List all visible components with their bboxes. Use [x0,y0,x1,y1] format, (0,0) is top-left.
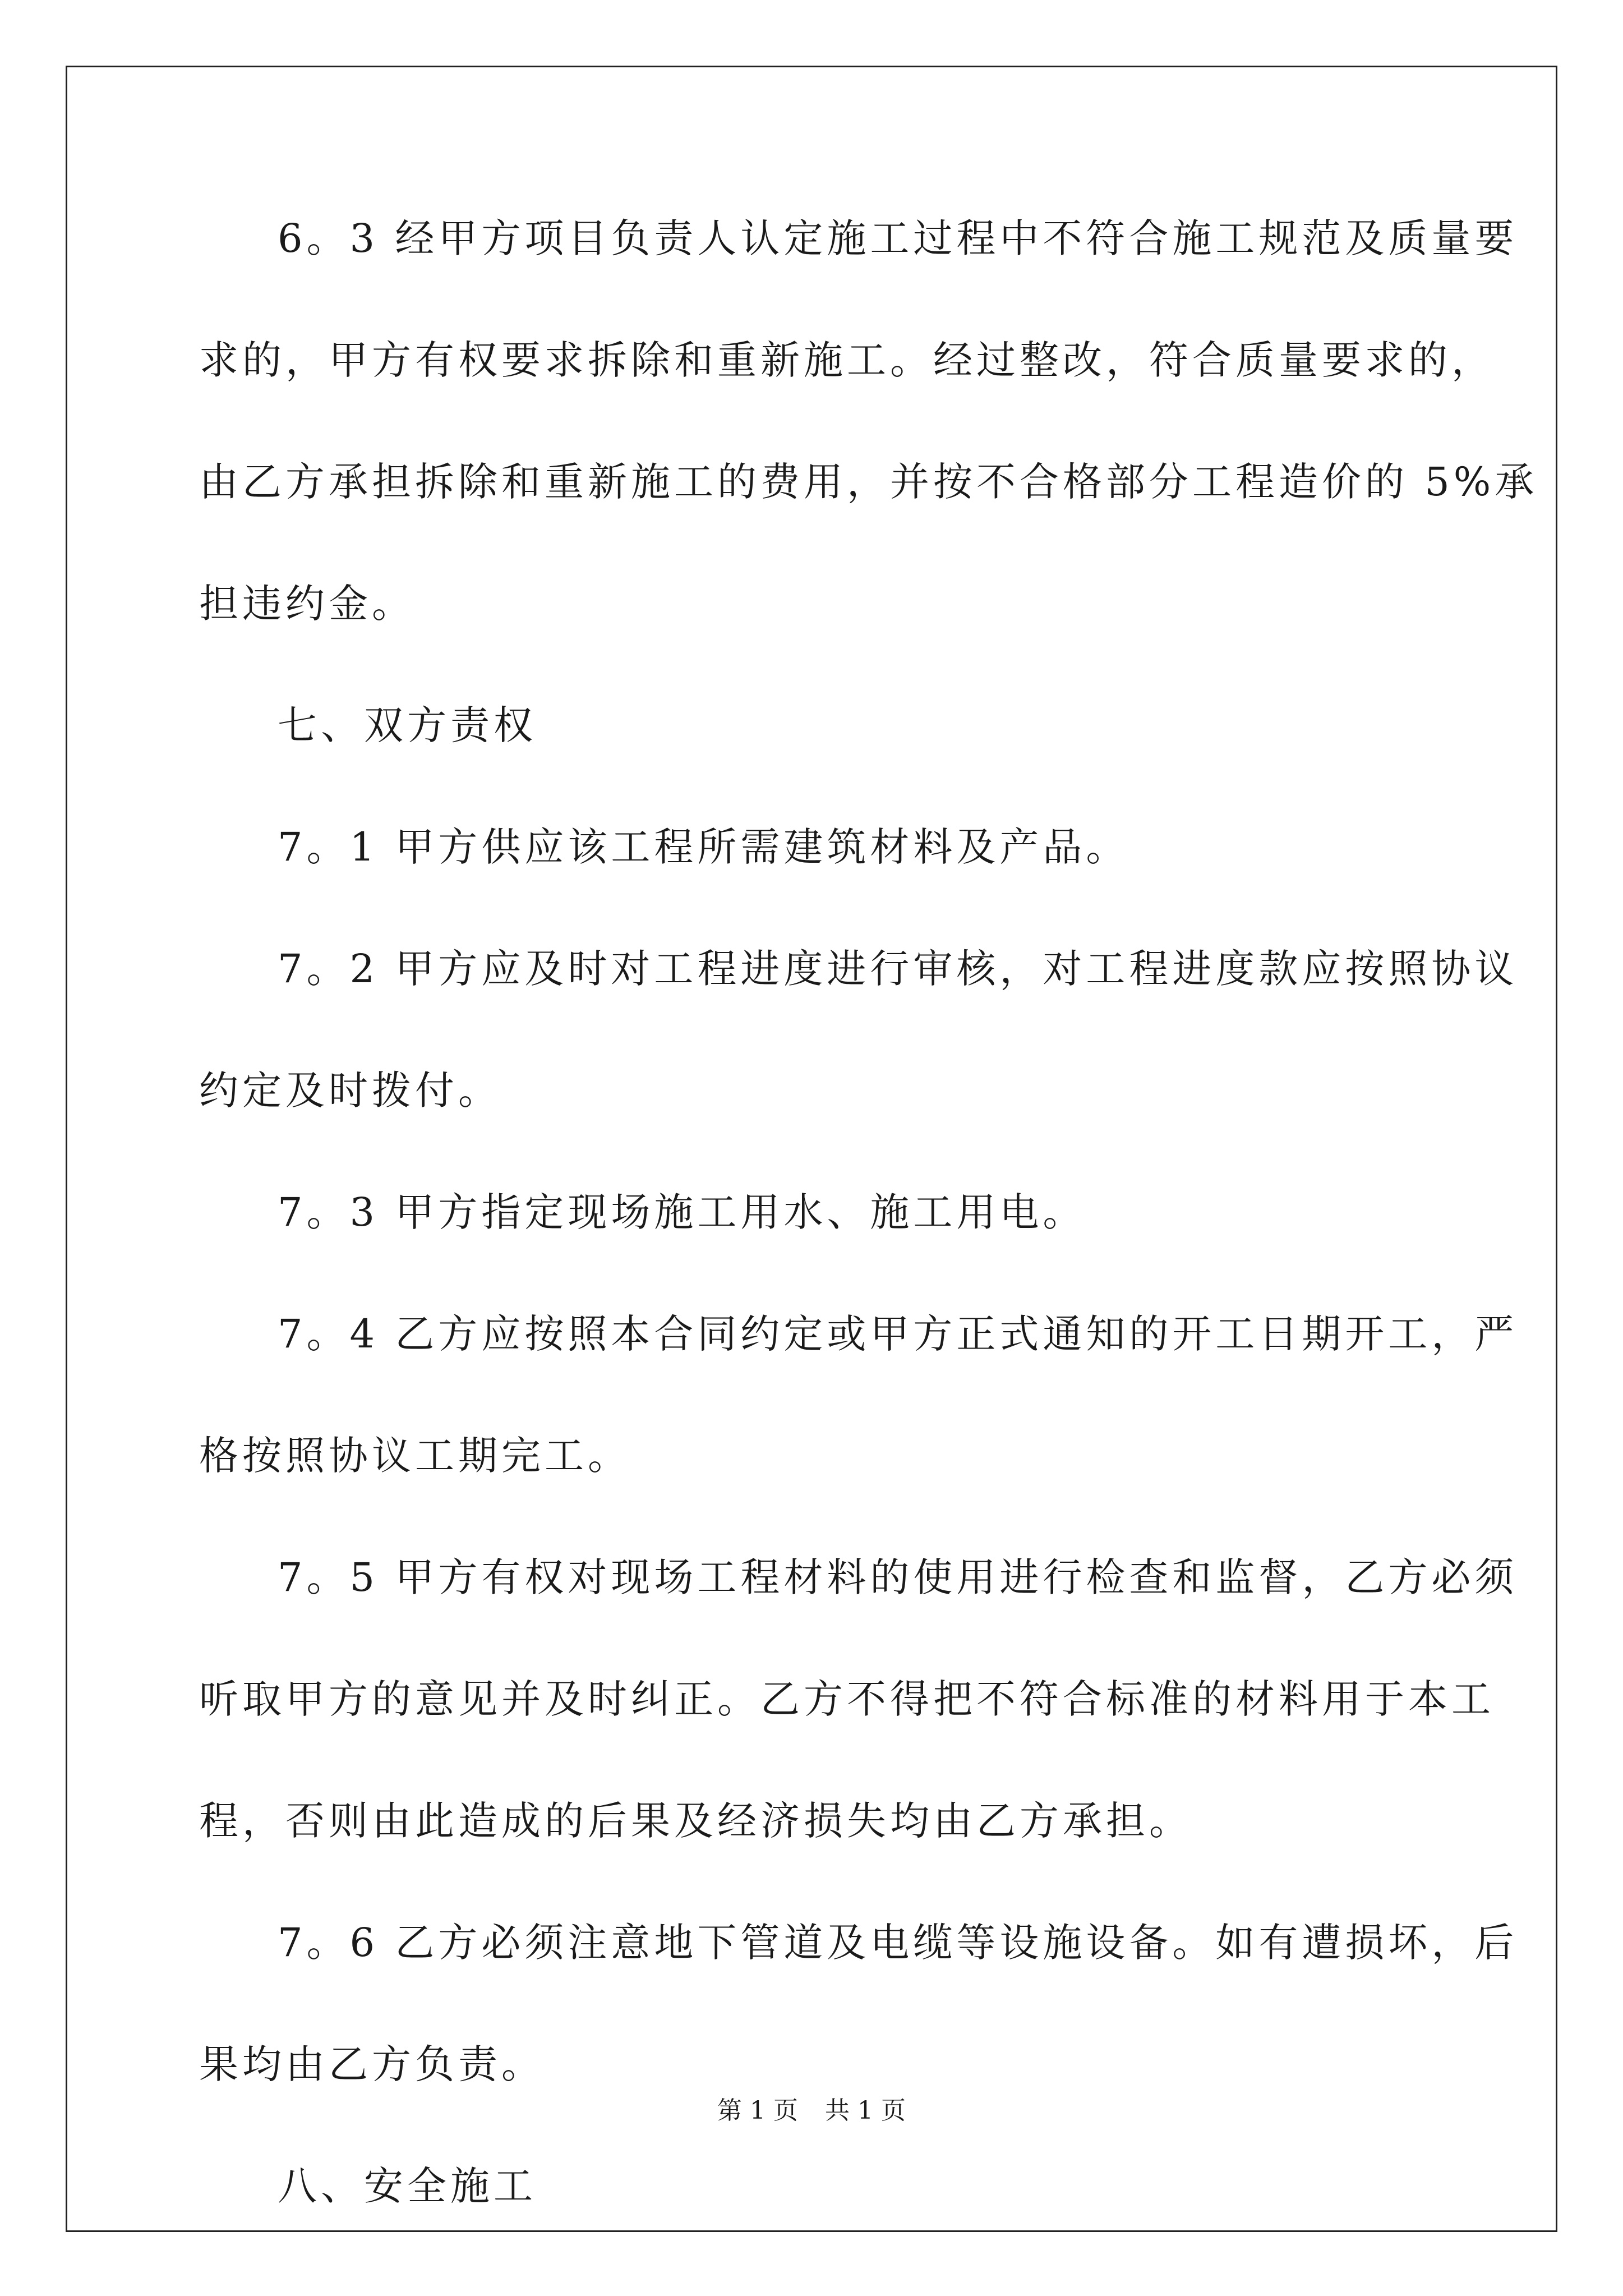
page-number-total: 共 1 页 [825,2096,906,2125]
paragraph-7-2-line-1: 7。2 甲方应及时对工程进度进行审核，对工程进度款应按照协议 [278,946,1518,992]
page-footer [0,2095,1623,2127]
paragraph-7-4-line-1: 7。4 乙方应按照本合同约定或甲方正式通知的开工日期开工，严 [278,1311,1518,1357]
paragraph-7-4-line-2: 格按照协议工期完工。 [199,1433,631,1479]
paragraph-7-5-line-2: 听取甲方的意见并及时纠正。乙方不得把不符合标准的材料用于本工 [199,1676,1495,1722]
paragraph-7-5-line-3: 程，否则由此造成的后果及经济损失均由乙方承担。 [199,1798,1192,1844]
paragraph-7-2-line-2: 约定及时拨付。 [199,1068,501,1114]
page-number-current: 第 1 页 [717,2096,798,2125]
paragraph-6-3-line-1: 6。3 经甲方项目负责人认定施工过程中不符合施工规范及质量要 [278,215,1518,261]
section-heading-7: 七、双方责权 [278,702,537,748]
paragraph-6-3-line-3: 由乙方承担拆除和重新施工的费用，并按不合格部分工程造价的 5%承 [199,459,1538,505]
paragraph-7-6-line-1: 7。6 乙方必须注意地下管道及电缆等设施设备。如有遭损坏，后 [278,1920,1518,1966]
paragraph-7-6-line-2: 果均由乙方负责。 [199,2041,545,2087]
paragraph-6-3-line-4: 担违约金。 [199,581,415,627]
paragraph-7-1: 7。1 甲方供应该工程所需建筑材料及产品。 [278,824,1129,870]
page-border [66,66,1557,2232]
section-heading-8: 八、安全施工 [278,2163,537,2209]
paragraph-7-5-line-1: 7。5 甲方有权对现场工程材料的使用进行检查和监督，乙方必须 [278,1554,1518,1600]
paragraph-7-3: 7。3 甲方指定现场施工用水、施工用电。 [278,1189,1086,1235]
paragraph-6-3-line-2: 求的，甲方有权要求拆除和重新施工。经过整改，符合质量要求的， [199,337,1495,383]
